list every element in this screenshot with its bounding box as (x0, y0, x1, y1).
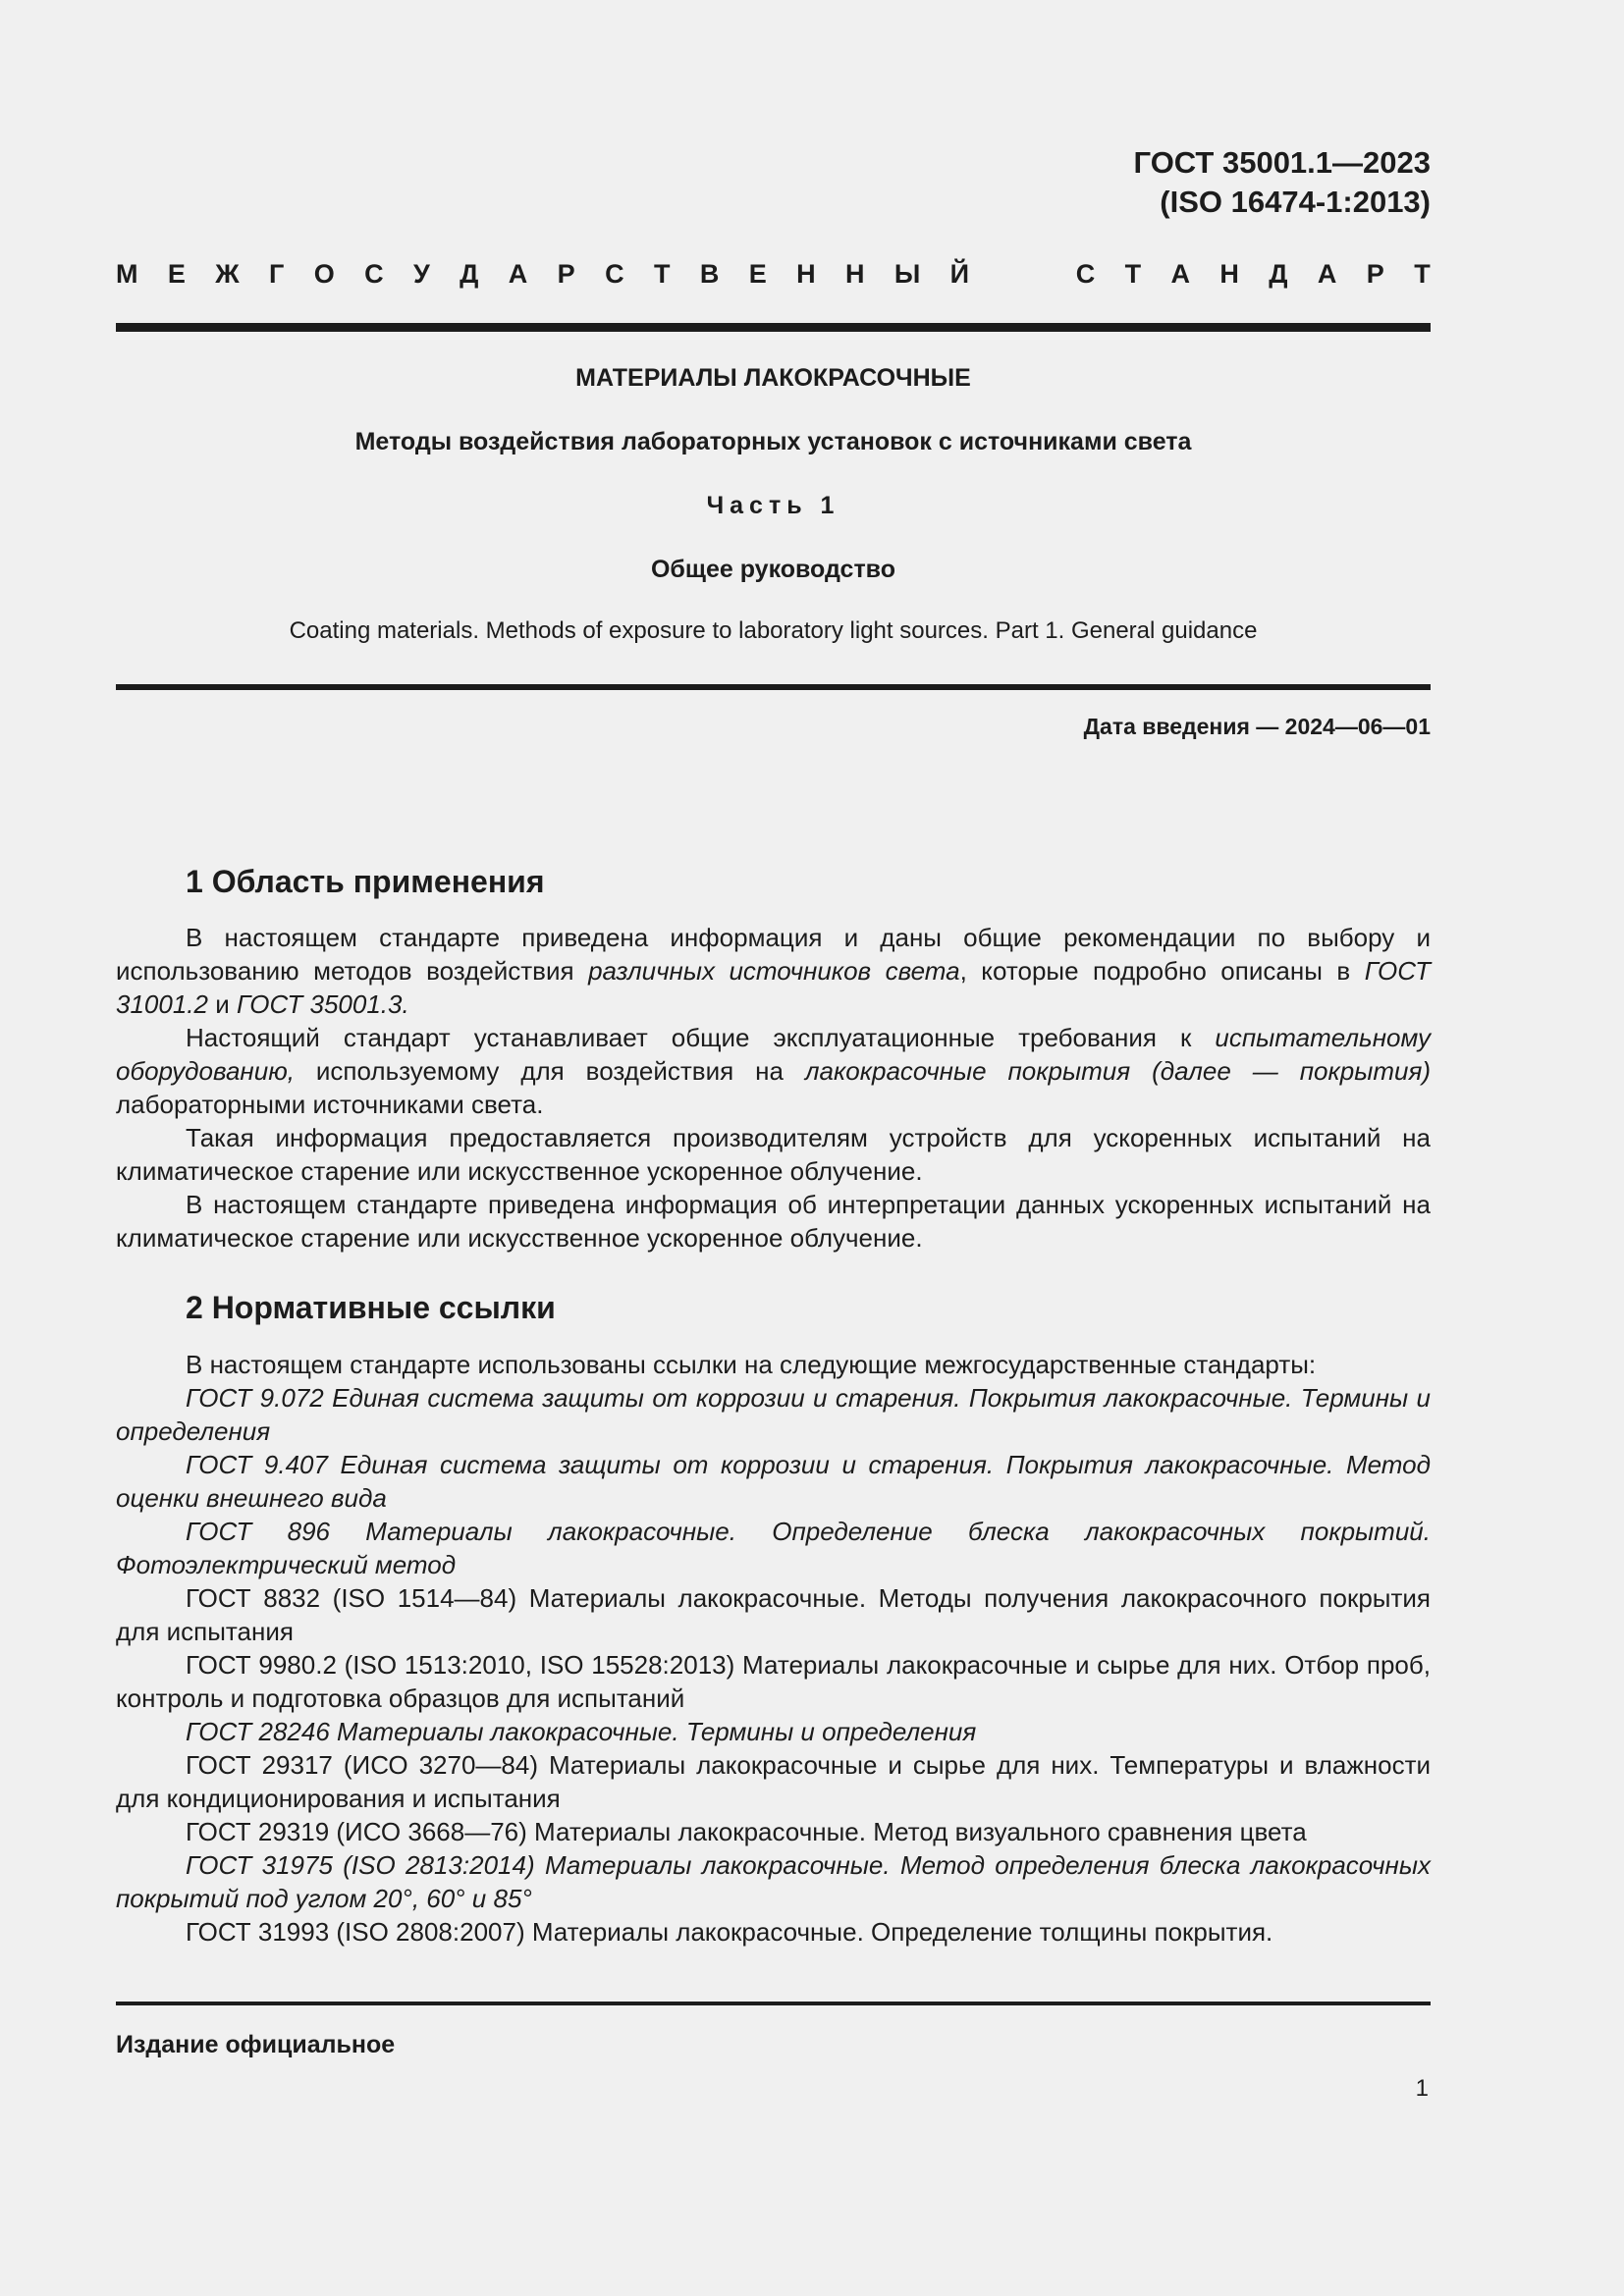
section-2-intro: В настоящем стандарте использованы ссылки на следующие межгосударственные стандарты: (186, 1350, 1317, 1379)
title-main: МАТЕРИАЛЫ ЛАКОКРАСОЧНЫЕ (575, 364, 971, 392)
banner-letter: С (1075, 259, 1096, 289)
text-run: и (207, 989, 237, 1019)
banner-letter: М (116, 259, 138, 289)
text-run-italic: лакокрасочные покрытия (далее — покрытия) (804, 1056, 1431, 1086)
section-1-paragraph-4: В настоящем стандарте приведена информация об интерпретации данных ускоренных испытаний на климатическое старение или искусственное ускоренное облучение. (116, 1190, 1431, 1253)
text-run: В настоящем стандарте приведена информация и даны общие рекомендации по выбору и использованию методов воздействия (116, 923, 1431, 986)
section-1-paragraph-2 (116, 1021, 1431, 1121)
reference-gost-35001-3: ГОСТ 35001.3. (236, 989, 409, 1019)
interstate-standard-banner (116, 257, 1431, 291)
title-part: Часть 1 (706, 492, 840, 519)
banner-letter: Т (1414, 259, 1431, 289)
section-1-paragraph-3: Такая информация предоставляется производителям устройств для ускоренных испытаний на климатическое старение или искусственное ускоренное облучение. (116, 1123, 1431, 1186)
text-run-italic: испытательному оборудованию, (116, 1023, 1431, 1086)
reference-gost-31001-2: ГОСТ 31001.2 (116, 956, 1431, 1019)
reference-item: ГОСТ 896 Материалы лакокрасочные. Определение блеска лакокрасочных покрытий. Фотоэлектрический метод (116, 1517, 1431, 1579)
banner-letter: В (699, 259, 720, 289)
text-run: , которые подробно описаны в (959, 956, 1365, 986)
introduction-date: Дата введения — 2024—06—01 (1083, 714, 1431, 739)
banner-letter: О (313, 259, 335, 289)
reference-item: ГОСТ 9.072 Единая система защиты от коррозии и старения. Покрытия лакокрасочные. Термины и определения (116, 1383, 1431, 1446)
text-run: используемому для воздействия на (294, 1056, 805, 1086)
title-english: Coating materials. Methods of exposure to laboratory light sources. Part 1. General guidance (289, 617, 1258, 644)
banner-letter: Д (1269, 259, 1288, 289)
page-number: 1 (1415, 2075, 1429, 2102)
reference-item: ГОСТ 31975 (ISO 2813:2014) Материалы лакокрасочные. Метод определения блеска лакокрасочных покрытий под углом 20°, 60° и 85° (116, 1850, 1431, 1913)
banner-letter: Д (460, 259, 479, 289)
banner-letter: Г (269, 259, 285, 289)
text-run: Настоящий стандарт устанавливает общие эксплуатационные требования к (186, 1023, 1216, 1052)
text-run: лабораторными источниками света. (116, 1090, 544, 1119)
official-edition-label: Издание официальное (116, 2031, 396, 2058)
banner-letter: Р (557, 259, 575, 289)
reference-item: ГОСТ 29319 (ИСО 3668—76) Материалы лакокрасочные. Метод визуального сравнения цвета (186, 1817, 1307, 1846)
banner-letter: Е (167, 259, 186, 289)
banner-letter: Т (1124, 259, 1142, 289)
top-divider (116, 323, 1431, 332)
banner-letter: Н (796, 259, 816, 289)
reference-item: ГОСТ 8832 (ISO 1514—84) Материалы лакокрасочные. Методы получения лакокрасочного покрытия для испытания (116, 1583, 1431, 1646)
section-1-paragraph-1 (116, 921, 1431, 1021)
banner-letter: Р (1366, 259, 1384, 289)
reference-item: ГОСТ 9.407 Единая система защиты от коррозии и старения. Покрытия лакокрасочные. Метод оценки внешнего вида (116, 1450, 1431, 1513)
designation-line-2: (ISO 16474-1:2013) (1160, 185, 1431, 219)
banner-letter: С (364, 259, 384, 289)
reference-item: ГОСТ 9980.2 (ISO 1513:2010, ISO 15528:2013) Материалы лакокрасочные и сырье для них. Отбор проб, контроль и подготовка образцов для испытаний (116, 1650, 1431, 1713)
title-subtitle: Методы воздействия лабораторных установок с источниками света (354, 428, 1192, 455)
banner-letter: Е (748, 259, 767, 289)
banner-letter: Ы (893, 259, 921, 289)
banner-letter: А (508, 259, 528, 289)
banner-letter: А (1317, 259, 1337, 289)
section-2-heading: 2 Нормативные ссылки (186, 1290, 556, 1325)
standard-designation (1134, 143, 1431, 222)
text-run-italic: различных источников света (588, 956, 960, 986)
reference-item: ГОСТ 29317 (ИСО 3270—84) Материалы лакокрасочные и сырье для них. Температуры и влажности для кондиционирования и испытания (116, 1750, 1431, 1813)
section-2-body (116, 1348, 1431, 1949)
banner-letter: Н (1219, 259, 1239, 289)
reference-item: ГОСТ 31993 (ISO 2808:2007) Материалы лакокрасочные. Определение толщины покрытия. (186, 1917, 1273, 1947)
banner-letter: С (605, 259, 624, 289)
banner-letter: А (1170, 259, 1191, 289)
title-guidance: Общее руководство (650, 556, 895, 583)
banner-letter: Ж (215, 259, 240, 289)
title-divider (116, 684, 1431, 690)
designation-line-1: ГОСТ 35001.1—2023 (1133, 145, 1431, 180)
section-1-body (116, 921, 1431, 1255)
footer-divider (116, 2002, 1431, 2005)
reference-item: ГОСТ 28246 Материалы лакокрасочные. Термины и определения (186, 1717, 977, 1746)
banner-letter: Н (844, 259, 865, 289)
banner-letter: Й (949, 259, 970, 289)
banner-letter: У (413, 259, 430, 289)
section-1-heading: 1 Область применения (186, 864, 545, 899)
banner-letter: Т (653, 259, 671, 289)
